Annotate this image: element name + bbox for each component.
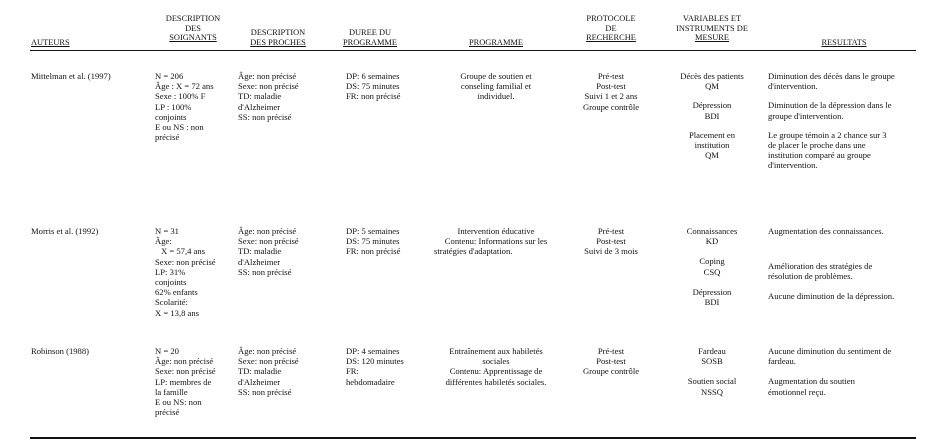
header-line: PROGRAMME [343,37,397,47]
row1-programme [432,71,560,102]
cell-line: conjoints [155,277,187,288]
spacer [768,282,894,291]
cell-line: Décès des patients [680,71,744,81]
cell-line: d'Alzheimer [238,256,281,267]
cell-line: Morris et al. (1992) [31,226,99,236]
cell-line: institution comparé au groupe [768,150,871,161]
cell-line: différentes habiletés sociales. [445,376,547,387]
cell-line: conseling familial et [460,81,532,92]
cell-line: LP: membres de [155,376,212,387]
header-line: PROTOCOLE [586,14,636,23]
cell-line: QM [705,150,719,161]
row2-proches [238,226,299,277]
cell-line: Aucune diminution du sentiment de [768,346,892,356]
cell-line: Post-test [596,356,626,367]
cell-line: Mittelman et al. (1997) [31,71,111,81]
cell-line: Post-test [596,236,626,247]
cell-line: X = 13,8 ans [155,307,199,318]
cell-line: Sexe: non précisé [238,356,299,367]
cell-line: sociales [482,356,510,367]
cell-line: Âge : X = 72 ans [155,81,214,92]
cell-line: DS: 120 minutes [346,356,404,367]
cell-line: institution [694,140,730,151]
cell-line: Âge: non précisé [238,346,297,356]
cell-line: Groupe contrôle [582,101,640,112]
cell-line: DS: 75 minutes [346,236,400,247]
cell-line: Contenu: Informations sur les [444,236,548,247]
cell-line: Pré-test [597,346,625,356]
header-proches [236,28,320,47]
cell-line: Aucune diminution de la dépression. [768,290,895,301]
spacer [768,91,895,100]
cell-line: TD: maladie [238,246,282,257]
cell-line: Connaissances [686,226,738,236]
cell-line: précisé [155,132,180,143]
header-line: SOIGNANTS [169,33,217,43]
cell-line: Fardeau [698,346,726,356]
cell-line: d'intervention. [768,81,818,92]
cell-line: TD: maladie [238,91,282,102]
header-line: RESULTATS [821,38,867,47]
cell-line: 62% enfants [155,287,198,298]
header-line: RECHERCHE [586,33,636,43]
cell-line: Intervention éducative [457,226,535,236]
cell-line: Contenu: Apprentissage de [449,366,543,377]
cell-line: Robinson (1988) [31,346,90,356]
cell-line: Sexe : 100% F [155,91,206,102]
cell-line: X = 57,4 ans [161,246,205,257]
row2-variables [662,226,762,307]
cell-line: d'Alzheimer [238,376,281,387]
header-line: AUTEURS [31,38,70,47]
row1-proches [238,71,299,122]
header-line: DUREE DU [348,28,392,37]
row1-soignants [155,71,214,142]
cell-line: Soutien social [687,376,737,387]
cell-line: Placement en [688,129,736,140]
cell-line: SOSB [701,356,723,367]
header-auteurs [31,38,70,48]
header-line: MESURE [695,33,729,43]
cell-line: de placer le proche dans une [768,140,866,151]
cell-line: d'Alzheimer [238,101,281,112]
cell-line: Âge: non précisé [238,226,297,236]
spacer [662,121,762,130]
header-line: DESCRIPTION [250,28,306,37]
cell-line: conjoints [155,111,187,122]
cell-line: LP : 100% [155,101,192,112]
cell-line: Pré-test [597,71,625,81]
row3-protocole [566,346,656,377]
header-programme [452,38,540,48]
cell-line: Diminution des décès dans le groupe [768,71,895,81]
header-soignants [153,14,233,43]
cell-line: DS: 75 minutes [346,81,400,92]
cell-line: Scolarité: [155,297,188,308]
spacer [662,246,762,256]
cell-line: TD: maladie [238,366,282,377]
cell-line: QM [705,81,719,92]
row2-resultats [768,226,894,301]
cell-line: Post-test [596,81,626,92]
cell-line: Dépression [692,100,732,111]
header-line: DES [185,23,201,33]
cell-line: Dépression [692,286,732,297]
cell-line: NSSQ [701,386,723,397]
row1-duree [346,71,400,102]
row1-resultats [768,71,895,171]
row2-protocole [566,226,656,257]
cell-line: DP: 4 semaines [346,346,400,356]
row3-programme [432,346,560,387]
cell-line: Âge: non précisé [155,356,214,367]
header-line: PROGRAMME [469,38,523,47]
header-protocole [568,14,654,43]
footer-rule [30,437,916,439]
header-duree [326,28,414,47]
spacer [662,366,762,376]
header-line: DE [605,23,617,33]
cell-line: LP: 31% [155,266,186,277]
cell-line: Sexe: non précisé [155,256,216,267]
cell-line: Suivi de 3 mois [584,246,638,257]
spacer [662,91,762,100]
cell-line: hebdomadaire [346,376,395,387]
spacer [768,366,891,376]
row3-proches [238,346,299,397]
cell-line: émotionnel reçu. [768,386,826,397]
row3-resultats [768,346,891,397]
row2-auteur [31,226,98,236]
cell-line: Le groupe témoin a 2 chance sur 3 [768,129,887,140]
header-resultats [808,38,880,48]
spacer [768,236,894,261]
cell-line: E ou NS : non [155,122,204,133]
cell-line: DP: 5 semaines [346,226,400,236]
cell-line: BDI [704,297,720,308]
cell-line: Sexe: non précisé [238,236,299,247]
cell-line: Suivi 1 et 2 ans [584,91,638,102]
row1-variables [662,71,762,160]
cell-line: N = 206 [155,71,184,81]
cell-line: Âge: [155,236,172,247]
row2-soignants [155,226,216,318]
cell-line: Amélioration des stratégies de [768,261,873,272]
cell-line: groupe d'intervention. [768,110,844,121]
spacer [768,121,895,130]
cell-line: N = 31 [155,226,179,236]
cell-line: stratégies d'adaptation. [434,246,513,257]
cell-line: d'intervention. [768,160,818,171]
header-rule [30,50,916,51]
row1-protocole [566,71,656,112]
cell-line: Sexe: non précisé [238,81,299,92]
cell-line: Groupe contrôle [582,366,640,377]
cell-line: CSQ [703,266,721,277]
cell-line: Pré-test [597,226,625,236]
row3-soignants [155,346,216,417]
cell-line: DP: 6 semaines [346,71,400,81]
row1-auteur [31,71,111,81]
cell-line: SS: non précisé [238,266,292,277]
cell-line: Sexe: non précisé [155,366,216,377]
row2-duree [346,226,400,257]
spacer [662,277,762,287]
cell-line: BDI [704,110,720,121]
cell-line: FR: [346,366,359,377]
cell-line: précisé [155,407,180,418]
cell-line: Âge: non précisé [238,71,297,81]
cell-line: SS: non précisé [238,386,292,397]
cell-line: la famille [155,386,188,397]
cell-line: N = 20 [155,346,179,356]
header-line: DESCRIPTION [165,14,221,23]
header-line: DES PROCHES [250,37,306,47]
cell-line: Entraînement aux habiletés [449,346,543,356]
cell-line: fardeau. [768,356,796,367]
cell-line: résolution de problèmes. [768,271,853,282]
row3-auteur [31,346,89,356]
row3-variables [662,346,762,397]
header-variables [662,14,762,43]
cell-line: Groupe de soutien et [460,71,532,81]
row3-duree [346,346,404,387]
cell-line: Coping [699,256,725,267]
row2-programme [432,226,560,257]
header-line: VARIABLES ET [682,14,742,23]
cell-line: E ou NS: non [155,397,202,408]
cell-line: FR: non précisé [346,246,401,257]
cell-line: individuel. [477,91,515,102]
cell-line: SS: non précisé [238,111,292,122]
cell-line: Augmentation des connaissances. [768,226,884,236]
cell-line: Augmentation du soutien [768,376,855,387]
cell-line: FR: non précisé [346,91,401,102]
cell-line: KD [705,236,719,247]
cell-line: Diminution de la dépression dans le [768,100,892,111]
header-line: INSTRUMENTS DE [676,23,748,33]
